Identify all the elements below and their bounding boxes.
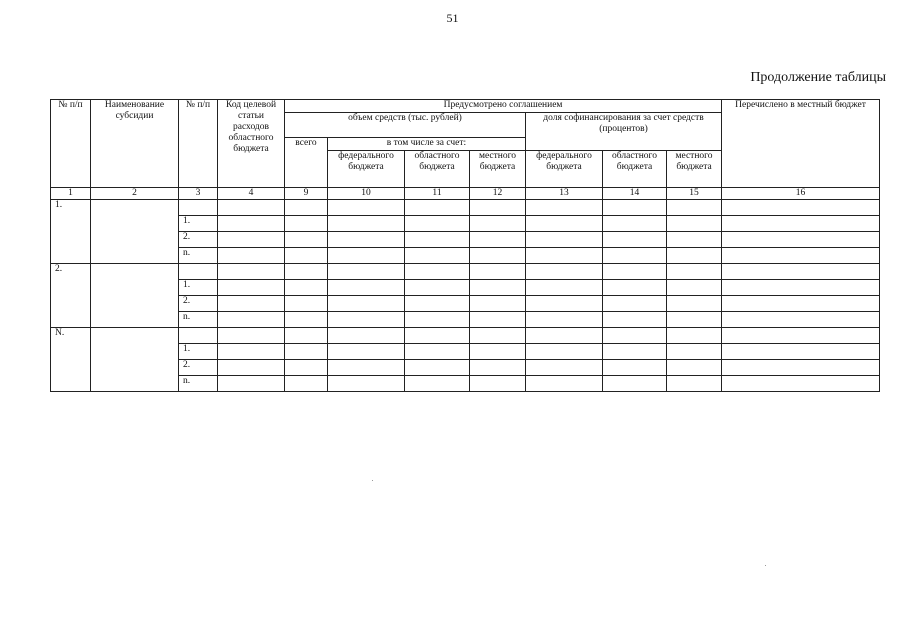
data-cell: [603, 328, 667, 344]
data-cell: [722, 344, 880, 360]
subsidy-name-cell: [91, 200, 179, 264]
subrow-number: [179, 264, 218, 280]
data-cell: [470, 200, 526, 216]
subrow-number: 2.: [179, 232, 218, 248]
data-cell: [328, 344, 405, 360]
data-cell: [405, 376, 470, 392]
data-cell: [603, 264, 667, 280]
header-no: № п/п: [51, 100, 91, 188]
group-number: 2.: [51, 264, 91, 328]
data-cell: [285, 360, 328, 376]
column-number: 9: [285, 188, 328, 200]
subsidy-table: [50, 99, 880, 392]
subsidy-name-cell: [91, 264, 179, 328]
data-cell: [722, 200, 880, 216]
data-cell: [667, 344, 722, 360]
group-header-row: [51, 200, 880, 216]
data-cell: [328, 264, 405, 280]
subrow-number: 2.: [179, 360, 218, 376]
data-cell: [667, 312, 722, 328]
data-cell: [218, 296, 285, 312]
data-cell: [328, 280, 405, 296]
data-cell: [328, 200, 405, 216]
data-cell: [218, 280, 285, 296]
data-cell: [722, 296, 880, 312]
data-cell: [218, 248, 285, 264]
subrow-number: n.: [179, 248, 218, 264]
header-federal-share: федерального бюджета: [526, 151, 603, 188]
group-number: 1.: [51, 200, 91, 264]
header-code: Код целевой статьи расходов областного бюджета: [218, 100, 285, 188]
data-cell: [218, 376, 285, 392]
subrow-number: 1.: [179, 280, 218, 296]
data-cell: [526, 280, 603, 296]
data-cell: [722, 232, 880, 248]
header-local: местного бюджета: [470, 151, 526, 188]
data-cell: [405, 344, 470, 360]
data-cell: [722, 360, 880, 376]
header-regional: областного бюджета: [405, 151, 470, 188]
column-number: 12: [470, 188, 526, 200]
data-cell: [218, 200, 285, 216]
header-cofinancing: доля софинансирования за счет средств (процентов): [526, 113, 722, 151]
header-total: всего: [285, 138, 328, 188]
column-number: 16: [722, 188, 880, 200]
data-cell: [667, 328, 722, 344]
data-cell: [603, 344, 667, 360]
data-cell: [285, 248, 328, 264]
subrow-number: n.: [179, 376, 218, 392]
data-cell: [470, 264, 526, 280]
data-cell: [526, 248, 603, 264]
data-cell: [722, 264, 880, 280]
data-cell: [285, 312, 328, 328]
data-cell: [526, 360, 603, 376]
subrow-number: 2.: [179, 296, 218, 312]
data-cell: [470, 360, 526, 376]
data-cell: [218, 232, 285, 248]
data-cell: [285, 264, 328, 280]
data-cell: [285, 232, 328, 248]
data-cell: [470, 232, 526, 248]
data-cell: [722, 280, 880, 296]
subrow-number: 1.: [179, 216, 218, 232]
data-cell: [603, 376, 667, 392]
data-cell: [603, 280, 667, 296]
data-cell: [285, 344, 328, 360]
data-cell: [667, 296, 722, 312]
data-cell: [526, 200, 603, 216]
data-cell: [218, 216, 285, 232]
data-cell: [405, 248, 470, 264]
scan-speck: [372, 480, 373, 481]
data-cell: [328, 312, 405, 328]
header-including: в том числе за счет:: [328, 138, 526, 151]
column-number: 15: [667, 188, 722, 200]
data-cell: [722, 216, 880, 232]
data-cell: [667, 280, 722, 296]
data-cell: [603, 216, 667, 232]
column-number: 10: [328, 188, 405, 200]
data-cell: [603, 296, 667, 312]
data-cell: [526, 216, 603, 232]
header-federal: федерального бюджета: [328, 151, 405, 188]
data-cell: [470, 344, 526, 360]
data-cell: [328, 376, 405, 392]
data-cell: [285, 216, 328, 232]
header-regional-share: областного бюджета: [603, 151, 667, 188]
data-cell: [603, 200, 667, 216]
page-number: 51: [446, 11, 459, 25]
data-cell: [667, 376, 722, 392]
column-number: 11: [405, 188, 470, 200]
data-cell: [470, 216, 526, 232]
data-cell: [722, 248, 880, 264]
data-cell: [285, 296, 328, 312]
header-local-share: местного бюджета: [667, 151, 722, 188]
column-number: 1: [51, 188, 91, 200]
group-number: N.: [51, 328, 91, 392]
data-cell: [470, 376, 526, 392]
scan-speck: [765, 565, 766, 566]
data-cell: [405, 280, 470, 296]
data-cell: [405, 296, 470, 312]
header-sub-no: № п/п: [179, 100, 218, 188]
column-number: 4: [218, 188, 285, 200]
data-cell: [405, 216, 470, 232]
subsidy-name-cell: [91, 328, 179, 392]
data-cell: [526, 232, 603, 248]
column-number: 13: [526, 188, 603, 200]
data-cell: [470, 248, 526, 264]
data-cell: [405, 328, 470, 344]
data-cell: [405, 200, 470, 216]
table-continuation-heading: Продолжение таблицы: [750, 70, 886, 85]
data-cell: [328, 248, 405, 264]
data-cell: [603, 360, 667, 376]
group-header-row: [51, 264, 880, 280]
data-cell: [218, 312, 285, 328]
data-cell: [603, 232, 667, 248]
group-header-row: [51, 328, 880, 344]
data-cell: [285, 376, 328, 392]
data-cell: [667, 360, 722, 376]
table-header: [51, 100, 880, 200]
column-number: 2: [91, 188, 179, 200]
column-number-row: [51, 188, 880, 200]
header-transferred: Перечислено в местный бюджет: [722, 100, 880, 188]
column-number: 3: [179, 188, 218, 200]
data-cell: [328, 328, 405, 344]
data-cell: [405, 264, 470, 280]
subrow-number: [179, 200, 218, 216]
data-cell: [722, 328, 880, 344]
data-cell: [526, 296, 603, 312]
data-cell: [328, 360, 405, 376]
data-cell: [328, 296, 405, 312]
header-subsidy-name: Наименование субсидии: [91, 100, 179, 188]
data-cell: [526, 264, 603, 280]
data-cell: [218, 328, 285, 344]
data-cell: [603, 312, 667, 328]
data-cell: [285, 328, 328, 344]
data-cell: [328, 216, 405, 232]
data-cell: [470, 328, 526, 344]
subrow-number: [179, 328, 218, 344]
data-cell: [285, 280, 328, 296]
data-cell: [526, 344, 603, 360]
header-agreement: Предусмотрено соглашением: [285, 100, 722, 113]
subrow-number: n.: [179, 312, 218, 328]
column-number: 14: [603, 188, 667, 200]
header-volume: объем средств (тыс. рублей): [285, 113, 526, 138]
data-cell: [667, 248, 722, 264]
data-cell: [218, 344, 285, 360]
data-cell: [328, 232, 405, 248]
data-cell: [667, 232, 722, 248]
data-cell: [603, 248, 667, 264]
data-cell: [526, 312, 603, 328]
data-cell: [405, 312, 470, 328]
subrow-number: 1.: [179, 344, 218, 360]
data-cell: [667, 200, 722, 216]
data-cell: [218, 264, 285, 280]
data-cell: [470, 280, 526, 296]
data-cell: [218, 360, 285, 376]
data-cell: [285, 200, 328, 216]
data-cell: [526, 328, 603, 344]
data-cell: [405, 232, 470, 248]
data-cell: [722, 376, 880, 392]
data-cell: [722, 312, 880, 328]
data-cell: [526, 376, 603, 392]
table-body: [51, 200, 880, 392]
data-cell: [667, 216, 722, 232]
data-cell: [470, 296, 526, 312]
data-cell: [470, 312, 526, 328]
data-cell: [405, 360, 470, 376]
data-cell: [667, 264, 722, 280]
